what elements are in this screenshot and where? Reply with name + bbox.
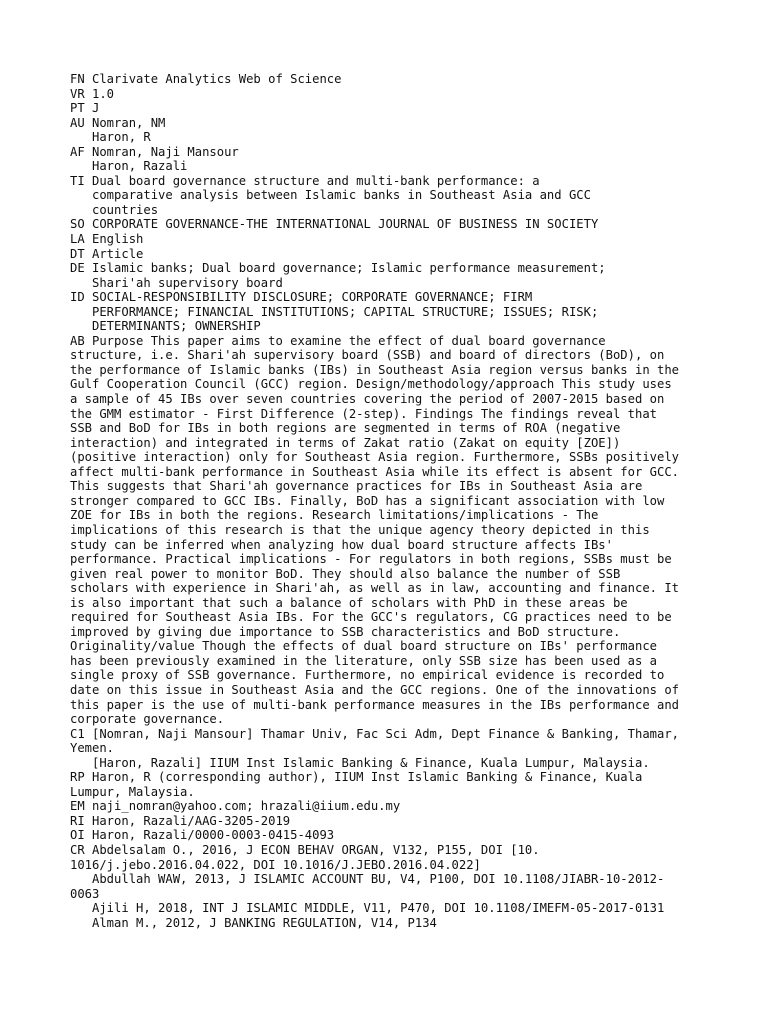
record-line: FN Clarivate Analytics Web of Science — [70, 72, 342, 86]
record-line: RI Haron, Razali/AAG-3205-2019 — [70, 813, 291, 828]
record-line: affect multi-bank performance in Southeast Asia while its effect is absent for GCC. — [70, 464, 680, 479]
record-line: given real power to monitor BoD. They should also balance the number of SSB — [70, 566, 621, 581]
record-line: PERFORMANCE; FINANCIAL INSTITUTIONS; CAPITAL STRUCTURE; ISSUES; RISK; — [70, 304, 599, 319]
record-line: Gulf Cooperation Council (GCC) region. Design/methodology/approach This study uses — [70, 377, 672, 392]
record-line: LA English — [70, 232, 144, 247]
record-line: a sample of 45 IBs over seven countries covering the period of 2007-2015 based on — [70, 392, 665, 407]
record-line: scholars with experience in Shari'ah, as well as in law, accounting and finance. It — [70, 581, 680, 596]
record-line: PT J — [70, 101, 100, 116]
record-line: study can be inferred when analyzing how dual board structure affects IBs' — [70, 537, 613, 552]
record-line: the performance of Islamic banks (IBs) in Southeast Asia region versus banks in the — [70, 362, 680, 377]
record-line: Yemen. — [70, 741, 115, 756]
record-line: comparative analysis between Islamic banks in Southeast Asia and GCC — [70, 188, 591, 203]
record-line: implications of this research is that the unique agency theory depicted in this — [70, 522, 650, 537]
record-line: DE Islamic banks; Dual board governance; Islamic performance measurement; — [70, 261, 606, 276]
record-line: RP Haron, R (corresponding author), IIUM Inst Islamic Banking & Finance, Kuala — [70, 770, 643, 785]
record-line: DT Article — [70, 246, 144, 261]
record-line: improved by giving due importance to SSB characteristics and BoD structure. — [70, 624, 621, 639]
record-line: date on this issue in Southeast Asia and the GCC regions. One of the innovations of — [70, 682, 680, 697]
record-line: Shari'ah supervisory board — [70, 275, 283, 290]
record-line: countries — [70, 202, 159, 217]
record-line: Originality/value Though the effects of dual board structure on IBs' performance — [70, 639, 657, 654]
record-line: Abdullah WAW, 2013, J ISLAMIC ACCOUNT BU, V4, P100, DOI 10.1108/JIABR-10-2012- — [70, 872, 665, 887]
record-line: (positive interaction) only for Southeast Asia region. Furthermore, SSBs positively — [70, 450, 680, 465]
record-line: ID SOCIAL-RESPONSIBILITY DISCLOSURE; CORPORATE GOVERNANCE; FIRM — [70, 290, 533, 305]
record-line: [Haron, Razali] IIUM Inst Islamic Banking & Finance, Kuala Lumpur, Malaysia. — [70, 755, 650, 770]
record-line: CR Abdelsalam O., 2016, J ECON BEHAV ORGAN, V132, P155, DOI [10. — [70, 842, 540, 857]
record-line: Haron, Razali — [70, 159, 188, 174]
record-line: TI Dual board governance structure and multi-bank performance: a — [70, 173, 540, 188]
record-text — [70, 72, 700, 930]
record-line: has been previously examined in the literature, only SSB size has been used as a — [70, 653, 657, 668]
record-line: Haron, R — [70, 130, 151, 145]
record-line: required for Southeast Asia IBs. For the GCC's regulators, CG practices need to be — [70, 610, 672, 625]
record-line: AU Nomran, NM — [70, 115, 166, 130]
record-line: corporate governance. — [70, 712, 225, 727]
record-line: EM naji_nomran@yahoo.com; hrazali@iium.edu.my — [70, 799, 401, 814]
record-line: single proxy of SSB governance. Furthermore, no empirical evidence is recorded to — [70, 668, 665, 683]
record-line: C1 [Nomran, Naji Mansour] Thamar Univ, Fac Sci Adm, Dept Finance & Banking, Thamar, — [70, 726, 680, 741]
record-line: 1016/j.jebo.2016.04.022, DOI 10.1016/J.JEBO.2016.04.022] — [70, 857, 481, 872]
record-line: Alman M., 2012, J BANKING REGULATION, V14, P134 — [70, 915, 437, 930]
record-line: structure, i.e. Shari'ah supervisory board (SSB) and board of directors (BoD), on — [70, 348, 665, 363]
record-line: AB Purpose This paper aims to examine the effect of dual board governance — [70, 333, 606, 348]
record-line: is also important that such a balance of scholars with PhD in these areas be — [70, 595, 628, 610]
record-line: DETERMINANTS; OWNERSHIP — [70, 319, 261, 334]
record-line: SSB and BoD for IBs in both regions are segmented in terms of ROA (negative — [70, 421, 621, 436]
record-line: Lumpur, Malaysia. — [70, 784, 195, 799]
record-line: the GMM estimator - First Difference (2-step). Findings The findings reveal that — [70, 406, 657, 421]
record-line: performance. Practical implications - For regulators in both regions, SSBs must be — [70, 552, 672, 567]
record-line: This suggests that Shari'ah governance practices for IBs in Southeast Asia are — [70, 479, 643, 494]
record-line: this paper is the use of multi-bank performance measures in the IBs performance and — [70, 697, 680, 712]
record-line: ZOE for IBs in both the regions. Research limitations/implications - The — [70, 508, 599, 523]
record-line: stronger compared to GCC IBs. Finally, BoD has a significant association with low — [70, 493, 665, 508]
record-line: SO CORPORATE GOVERNANCE-THE INTERNATIONAL JOURNAL OF BUSINESS IN SOCIETY — [70, 217, 599, 232]
record-line: Ajili H, 2018, INT J ISLAMIC MIDDLE, V11, P470, DOI 10.1108/IMEFM-05-2017-0131 — [70, 901, 665, 916]
record-line: 0063 — [70, 886, 100, 901]
record-line: OI Haron, Razali/0000-0003-0415-4093 — [70, 828, 335, 843]
record-line: VR 1.0 — [70, 86, 115, 101]
record-line: interaction) and integrated in terms of Zakat ratio (Zakat on equity [ZOE]) — [70, 435, 621, 450]
record-line: AF Nomran, Naji Mansour — [70, 144, 239, 159]
